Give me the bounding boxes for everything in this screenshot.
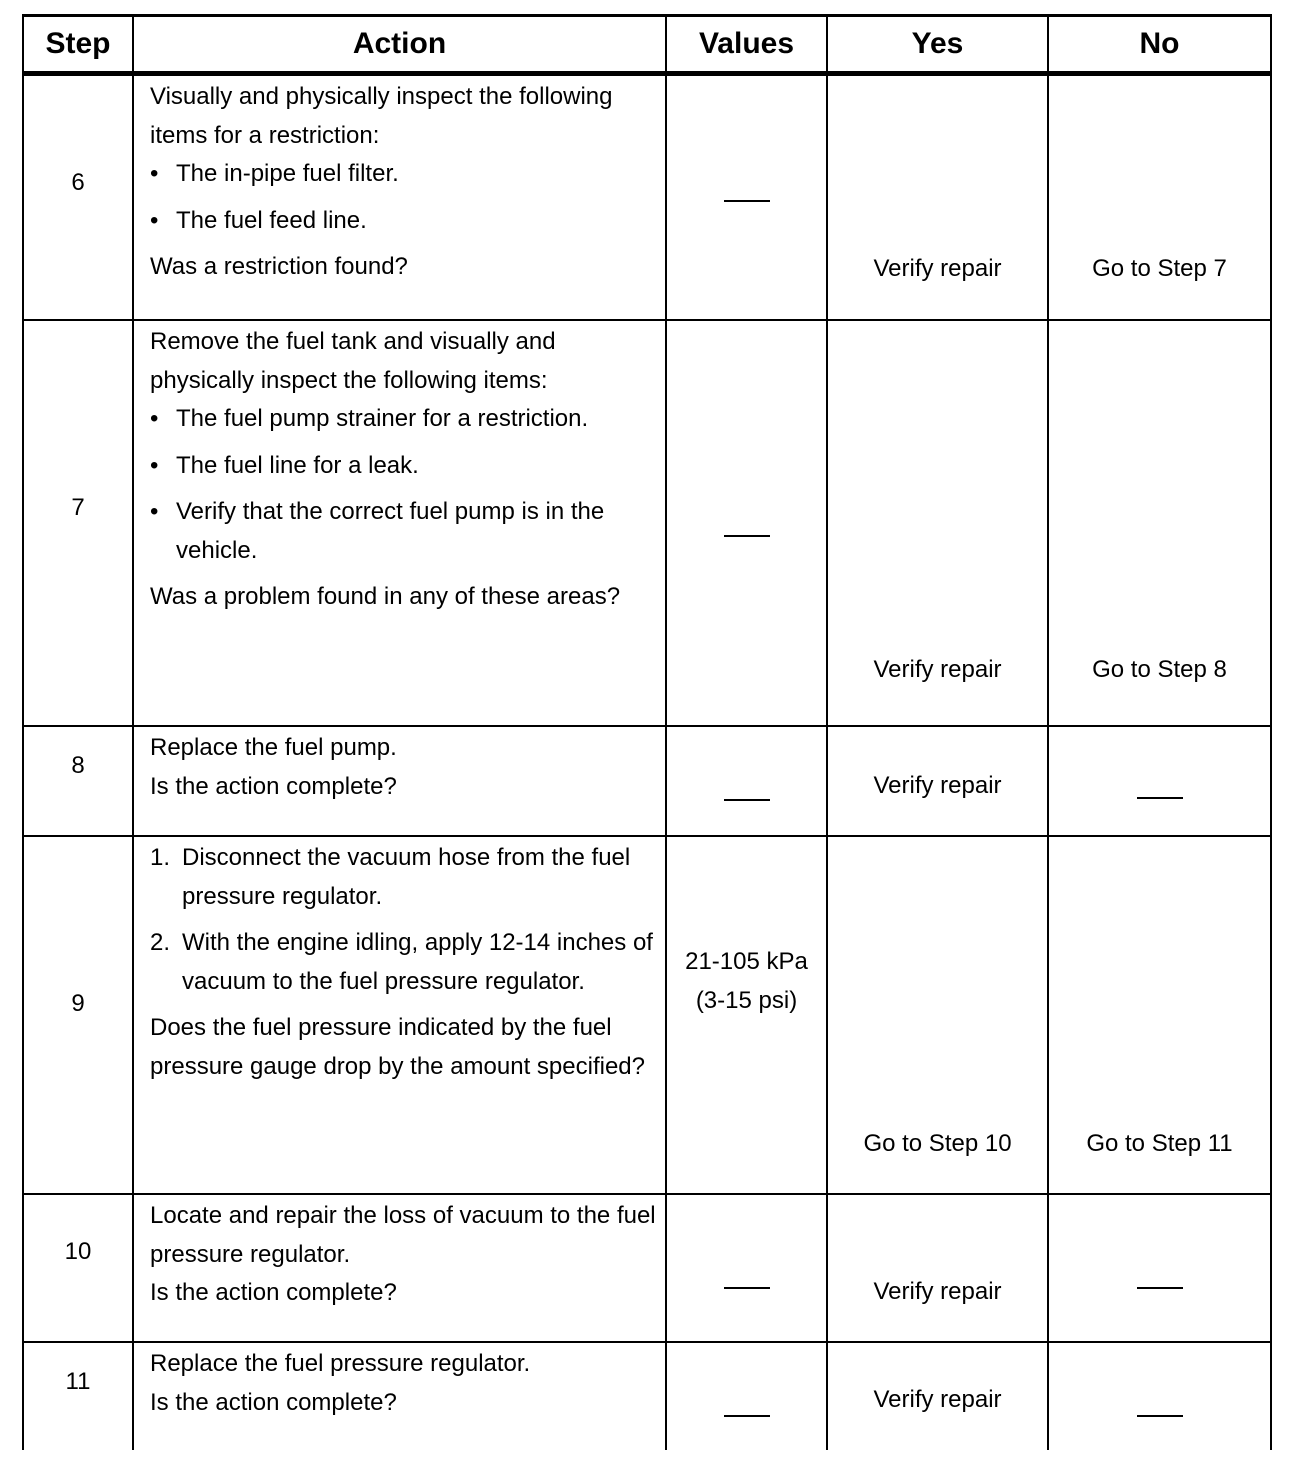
- table-row-step-9: [23, 836, 1271, 1194]
- action-intro: Visually and physically inspect the following items for a restriction:: [150, 83, 613, 149]
- bullet-mark: •: [150, 206, 159, 234]
- table-row-step-10: [23, 1194, 1271, 1342]
- action-cell: [133, 1342, 666, 1450]
- action-line: Locate and repair the loss of vacuum to the fuel pressure regulator.: [150, 1202, 656, 1268]
- action-cell: [133, 74, 666, 321]
- no-outcome-dash: [1049, 1343, 1270, 1430]
- number-mark: 2.: [150, 929, 171, 956]
- list-item: [150, 493, 657, 570]
- no-cell: [1048, 74, 1271, 321]
- bullet-mark: •: [150, 160, 159, 187]
- no-outcome: Go to Step 8: [1092, 656, 1227, 683]
- number-mark: 1.: [150, 844, 171, 871]
- value-dash: [667, 76, 826, 215]
- bullet-mark: •: [150, 451, 159, 479]
- table-row-step-7: [23, 320, 1271, 726]
- no-cell: [1048, 726, 1271, 836]
- list-item: [150, 839, 657, 916]
- step-number-text: 7: [71, 494, 85, 521]
- action-cell: [133, 836, 666, 1194]
- value-dash: [667, 321, 826, 550]
- values-cell: [666, 1342, 827, 1450]
- no-cell: [1048, 1194, 1271, 1342]
- yes-cell: [827, 74, 1048, 321]
- empty-value-dash: [724, 1287, 770, 1289]
- table-row-step-11: [23, 1342, 1271, 1450]
- action-question: Does the fuel pressure indicated by the fuel pressure gauge drop by the amount specified?: [150, 1014, 645, 1080]
- yes-outcome: Verify repair: [873, 772, 1002, 799]
- action-intro: Remove the fuel tank and visually and physically inspect the following items:: [150, 328, 556, 394]
- no-cell: [1048, 320, 1271, 726]
- list-item: [150, 155, 657, 194]
- no-outcome: Go to Step 7: [1092, 255, 1227, 282]
- yes-outcome: Verify repair: [873, 255, 1002, 282]
- yes-cell: [827, 836, 1048, 1194]
- empty-value-dash: [724, 1415, 770, 1417]
- bullet-text: The fuel line for a leak.: [176, 451, 419, 479]
- values-cell: [666, 74, 827, 321]
- empty-value-dash: [1137, 797, 1183, 799]
- values-cell: [666, 726, 827, 836]
- yes-cell: [827, 726, 1048, 836]
- action-question: Is the action complete?: [150, 1279, 397, 1306]
- values-cell: [666, 836, 827, 1194]
- no-cell: [1048, 836, 1271, 1194]
- step-number-text: 10: [64, 1238, 92, 1265]
- step-number: [23, 1194, 133, 1342]
- action-line: Replace the fuel pressure regulator.: [150, 1350, 531, 1377]
- value-dash: [667, 1343, 826, 1430]
- value-range: 21-105 kPa (3-15 psi): [685, 948, 808, 1014]
- step-number-text: 6: [71, 169, 85, 196]
- yes-cell: [827, 320, 1048, 726]
- action-question: Is the action complete?: [150, 1388, 397, 1416]
- empty-value-dash: [1137, 1287, 1183, 1289]
- action-line: Replace the fuel pump.: [150, 734, 397, 761]
- value-dash: [667, 1195, 826, 1302]
- step-number: [23, 1342, 133, 1450]
- values-cell: [666, 320, 827, 726]
- table-row-step-6: [23, 74, 1271, 321]
- yes-cell: [827, 1342, 1048, 1450]
- yes-outcome: Verify repair: [873, 1278, 1002, 1305]
- step-number: [23, 836, 133, 1194]
- empty-value-dash: [724, 200, 770, 202]
- no-cell: [1048, 1342, 1271, 1450]
- list-item: [150, 447, 657, 486]
- header-yes: Yes: [827, 16, 1048, 74]
- value-dash: [667, 727, 826, 814]
- list-item: [150, 202, 657, 241]
- yes-outcome: Verify repair: [873, 1386, 1002, 1413]
- bullet-mark: •: [150, 405, 159, 432]
- step-number: [23, 74, 133, 321]
- step-number: [23, 320, 133, 726]
- empty-value-dash: [1137, 1415, 1183, 1417]
- bullet-mark: •: [150, 498, 159, 525]
- action-cell: [133, 1194, 666, 1342]
- step-number-text: 9: [71, 990, 85, 1017]
- values-cell: [666, 1194, 827, 1342]
- diagnostic-table: [22, 14, 1272, 1450]
- step-number-text: 8: [71, 752, 85, 779]
- yes-cell: [827, 1194, 1048, 1342]
- numbered-text: With the engine idling, apply 12-14 inches of vacuum to the fuel pressure regulator.: [182, 929, 653, 995]
- step-number-text: 11: [65, 1368, 91, 1395]
- list-item: [150, 924, 657, 1001]
- action-question: Was a problem found in any of these areas?: [150, 583, 621, 610]
- header-action: Action: [133, 16, 666, 74]
- no-outcome-dash: [1049, 727, 1270, 812]
- action-cell: [133, 320, 666, 726]
- no-outcome: Go to Step 11: [1086, 1130, 1233, 1157]
- diagnostic-table-sheet: [22, 14, 1270, 1450]
- bullet-text: The fuel feed line.: [176, 206, 367, 234]
- empty-value-dash: [724, 535, 770, 537]
- bullet-text: The in-pipe fuel filter.: [176, 160, 399, 187]
- bullet-text: Verify that the correct fuel pump is in the vehicle.: [176, 498, 605, 564]
- no-outcome-dash: [1049, 1195, 1270, 1302]
- header-values: Values: [666, 16, 827, 74]
- bullet-text: The fuel pump strainer for a restriction.: [176, 405, 589, 432]
- header-step: Step: [23, 16, 133, 74]
- list-item: [150, 400, 657, 439]
- action-question: Was a restriction found?: [150, 253, 408, 280]
- action-cell: [133, 726, 666, 836]
- header-no: No: [1048, 16, 1271, 74]
- yes-outcome: Go to Step 10: [863, 1130, 1012, 1157]
- yes-outcome: Verify repair: [873, 656, 1002, 683]
- action-question: Is the action complete?: [150, 772, 397, 800]
- empty-value-dash: [724, 799, 770, 801]
- header-row: [23, 16, 1271, 74]
- table-row-step-8: [23, 726, 1271, 836]
- numbered-text: Disconnect the vacuum hose from the fuel pressure regulator.: [182, 844, 631, 910]
- step-number: [23, 726, 133, 836]
